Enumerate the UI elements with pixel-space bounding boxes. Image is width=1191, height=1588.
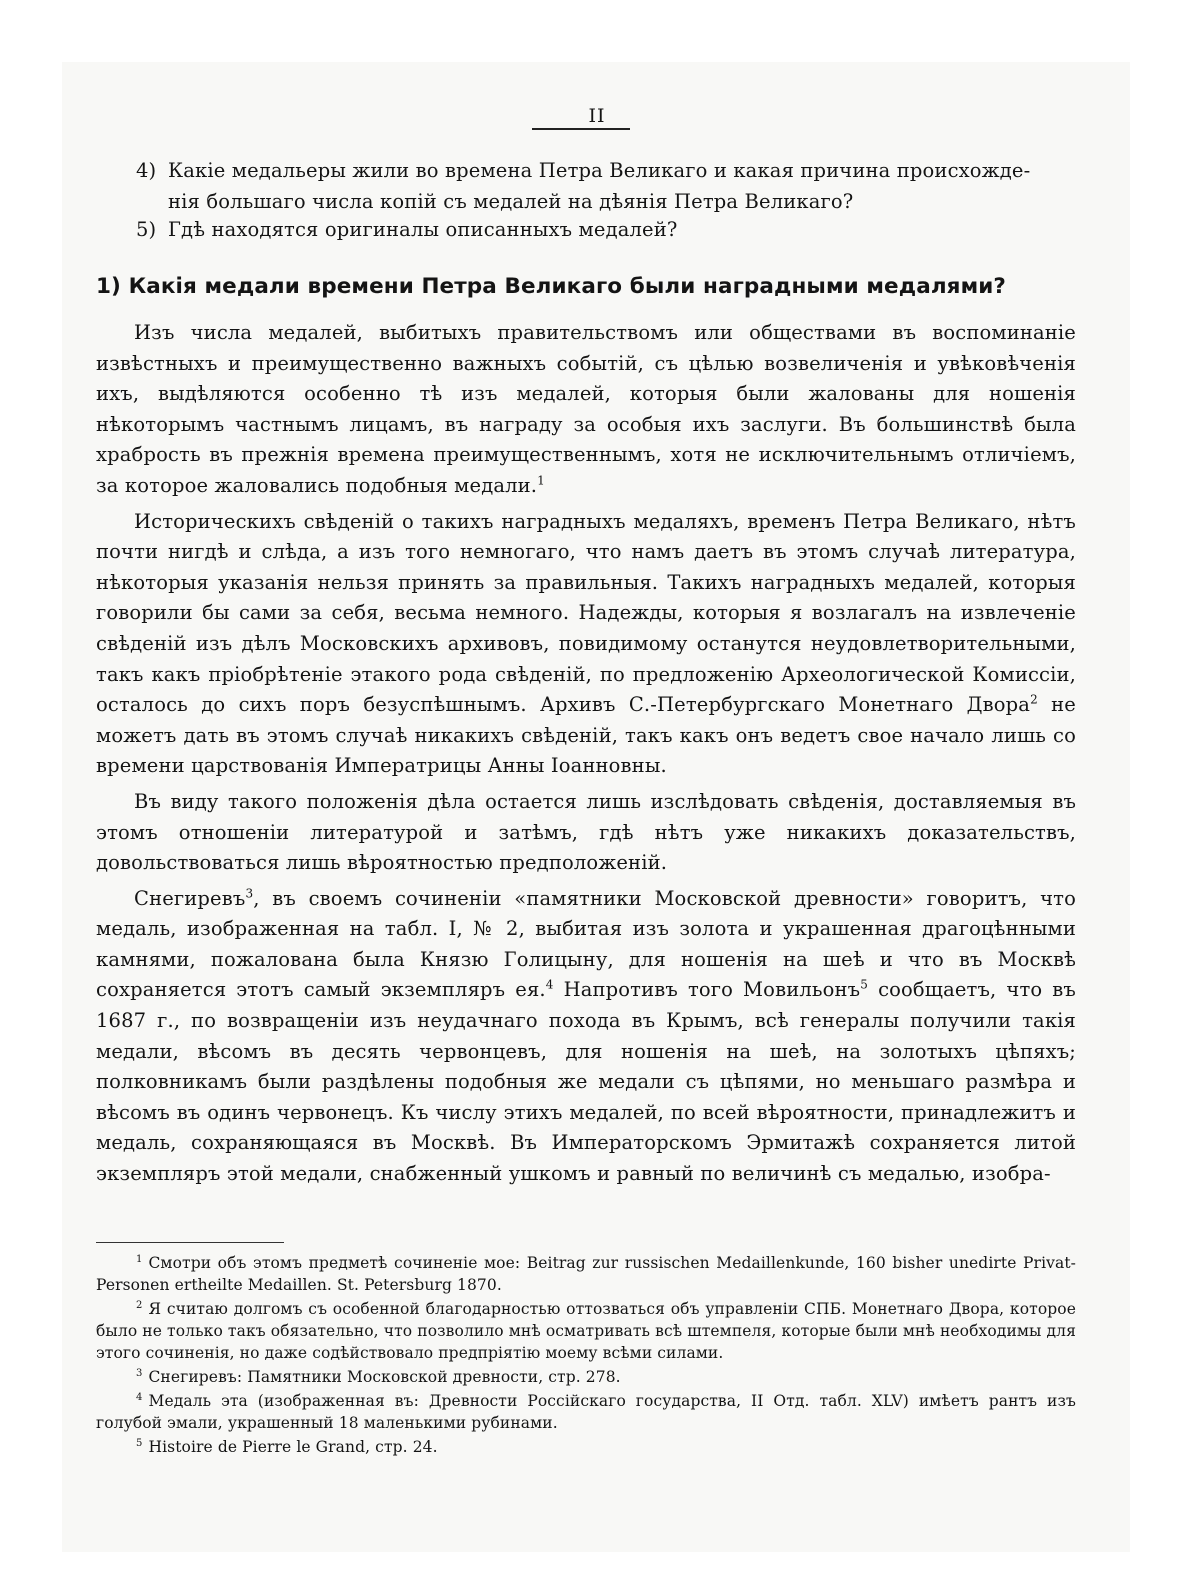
question-number: 5) [136,218,157,241]
footnotes [96,1252,1076,1460]
question-5 [136,214,1076,245]
footnote-mark: 1 [136,1253,143,1265]
footnote-mark: 2 [136,1299,143,1311]
footnote-2: $^2$ Я считаю долгомъ съ особенной благодарностью оттозваться объ управленіи СПБ. Монетнаго Двора, которое было не только такъ обязательно, что позволило мнѣ осматривать всѣ штемпеля, которые были мнѣ необходимы для этого сочиненія, но даже содѣйствовало предпріятію моему всѣми силами. [96,1299,1076,1362]
footnote-separator [96,1242,284,1243]
page-number: II [588,105,606,127]
question-text-continued: нія большаго числа копій съ медалей на дѣянія Петра Великаго? [168,190,854,213]
section-heading: 1) Какія медали времени Петра Великаго были наградными медалями? [96,274,1006,299]
question-4 [136,155,1076,217]
page-number-rule [532,128,630,130]
footnote-ref-5: 5 [860,977,869,992]
question-number: 4) [136,159,157,182]
footnote-ref-2: 2 [1030,692,1038,707]
footnote-4: $^4$ Медаль эта (изображенная въ: Древности Россійскаго государства, II Отд. табл. XLV) имѣетъ рантъ изъ голубой эмали, украшенный 18 маленькими рубинами. [96,1391,1076,1432]
footnote-1: $^1$ Смотри объ этомъ предметѣ сочиненіе мое: Beitrag zur russischen Medaillenkunde, 160 bisher unedirte Privat-Personen ertheilte Medaillen. St. Petersburg 1870. [96,1253,1076,1294]
footnote-mark: 3 [136,1367,143,1379]
body-text [96,318,1076,1190]
question-text: Гдѣ находятся оригиналы описанныхъ медалей? [168,218,678,241]
paragraph-4: Снегиревъ$^3$, въ своемъ сочиненіи «памятники Московской древности» говоритъ, что медаль, изображенная на табл. I, № 2, выбитая изъ золота и украшенная драгоцѣнными камнями, пожалована была Князю Голицыну, для ношенія на шеѣ и что въ Москвѣ сохраняется этотъ самый экземпляръ ея.$^4$ Напротивъ того Мовильонъ$^5$ сообщаетъ, что въ 1687 г., по возвращеніи изъ неудачнаго похода въ Крымъ, всѣ генералы получили такія медали, вѣсомъ въ десять червонцевъ, для ношенія на шеѣ, на золотыхъ цѣпяхъ; полковникамъ были раздѣлены подобныя же медали съ цѣпями, но меньшаго размѣра и вѣсомъ въ одинъ червонецъ. Къ числу этихъ медалей, по всей вѣроятности, принадлежитъ и медаль, сохраняющаяся въ Москвѣ. Въ Императорскомъ Эрмитажѣ сохраняется литой экземпляръ этой медали, снабженный ушкомъ и равный по величинѣ съ медалью, изобра- [96,886,1076,1186]
footnote-mark: 4 [136,1391,143,1403]
footnote-ref-3: 3 [245,886,254,901]
paragraph-2: Историческихъ свѣденій о такихъ наградныхъ медаляхъ, временъ Петра Великаго, нѣтъ почти нигдѣ и слѣда, а изъ того немногаго, что намъ даетъ въ этомъ случаѣ литература, нѣкоторыя указанія нельзя принять за правильныя. Такихъ наградныхъ медалей, которыя говорили бы сами за себя, весьма немного. Надежды, которыя я возлагалъ на извлеченіе свѣденій изъ дѣлъ Московскихъ архивовъ, повидимому останутся неудовлетворительными, такъ какъ пріобрѣтеніе этакого рода свѣденій, по предложенію Археологической Комиссіи, осталось до сихъ поръ безуспѣшнымъ. Архивъ С.-Петербургскаго Монетнаго Двора$^2$ не можетъ дать въ этомъ случаѣ никакихъ свѣденій, такъ какъ онъ ведетъ свое начало лишь со времени царствованія Императрицы Анны Іоанновны. [96,509,1076,778]
footnote-5: $^5$ Histoire de Pierre le Grand, стр. 24. [136,1437,438,1456]
footnote-mark: 5 [136,1437,143,1449]
paragraph-3: Въ виду такого положенія дѣла остается лишь изслѣдовать свѣденія, доставляемыя въ этомъ отношеніи литературой и затѣмъ, гдѣ нѣтъ уже никакихъ доказательствъ, довольствоваться лишь вѣроятностью предположеній. [96,789,1076,875]
footnote-ref-4: 4 [545,977,554,992]
paragraph-1: Изъ числа медалей, выбитыхъ правительствомъ или обществами въ воспоминаніе извѣстныхъ и преимущественно важныхъ событій, съ цѣлью возвеличенія и увѣковѣченія ихъ, выдѣляются особенно тѣ изъ медалей, которыя были жалованы для ношенія нѣкоторымъ частнымъ лицамъ, въ награду за особыя ихъ заслуги. Въ большинствѣ была храбрость въ прежнія времена преимущественнымъ, хотя не исключительнымъ отличіемъ, за которое жаловались подобныя медали.$^1$ [96,321,1076,497]
footnote-3: $^3$ Снегиревъ: Памятники Московской древности, стр. 278. [136,1367,621,1386]
question-text: Какіе медальеры жили во времена Петра Великаго и какая причина происхожде- [168,159,1031,182]
footnote-ref-1: 1 [537,473,545,488]
